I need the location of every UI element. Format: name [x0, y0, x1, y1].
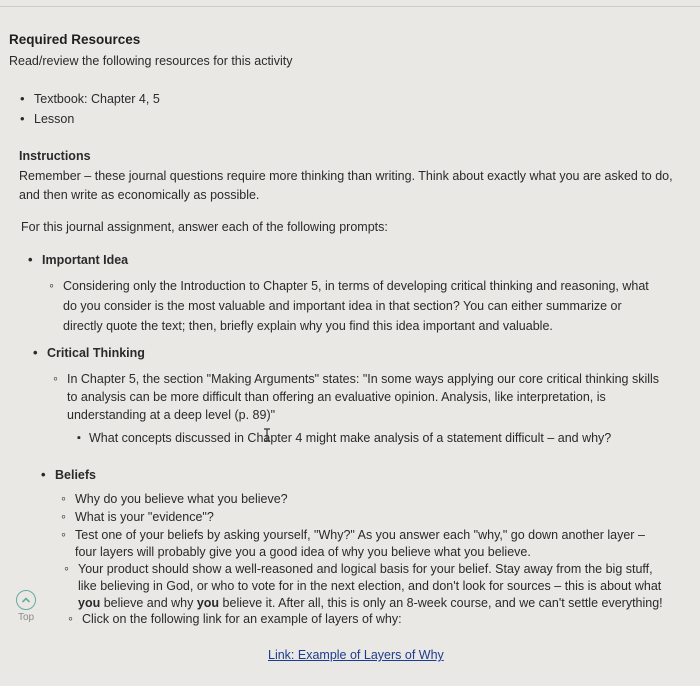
- prompt-line: ◦ Why do you believe what you believe?: [75, 491, 288, 507]
- resources-intro: Read/review the following resources for this activity: [9, 54, 293, 68]
- prompt-line: ◦ Considering only the Introduction to Chapter 5, in terms of developing critical thinking and reasoning, what: [63, 278, 649, 294]
- prompt-line: four layers will probably give you a good idea of why you believe what you believe.: [75, 545, 531, 559]
- emphasis: you: [196, 596, 220, 610]
- text-segment: believe and why: [100, 596, 197, 610]
- resource-item: • Textbook: Chapter 4, 5: [34, 91, 160, 107]
- instructions-line: Remember – these journal questions require more thinking than writing. Think about exactly what you are asked to do,: [19, 169, 673, 183]
- resources-heading: Required Resources: [9, 32, 141, 47]
- prompt-line: ◦ In Chapter 5, the section "Making Arguments" states: "In some ways applying our core critical thinking skills: [67, 371, 659, 387]
- prompt-line: to analysis can be more difficult than offering an evaluative opinion. Analysis, like interpretation, is: [67, 390, 606, 404]
- prompt-line: ◦ Click on the following link for an example of layers of why:: [82, 611, 402, 627]
- prompt-line: [78, 595, 663, 611]
- resource-item: • Lesson: [34, 111, 74, 127]
- prompt-title-important-idea: • Important Idea: [42, 252, 128, 268]
- prompt-line: do you consider is the most valuable and important idea in that section? You can either summarize or: [63, 299, 622, 313]
- back-to-top-button[interactable]: [13, 590, 39, 623]
- text-segment: believe it. After all, this is only an 8-week course, and we can't settle everything!: [219, 596, 663, 610]
- emphasis: you: [78, 596, 101, 610]
- chevron-up-circle-icon: [16, 590, 36, 610]
- prompt-line: ◦ What is your "evidence"?: [75, 509, 214, 525]
- back-to-top-label: Top: [17, 612, 35, 623]
- prompt-line: directly quote the text; then, briefly explain why you find this idea important and valuable.: [63, 319, 553, 333]
- prompt-subquestion: ▪ What concepts discussed in Chapter 4 might make analysis of a statement difficult – and why?: [89, 430, 611, 446]
- prompt-title-critical-thinking: • Critical Thinking: [47, 345, 145, 361]
- prompt-line: understanding at a deep level (p. 89)": [67, 408, 276, 422]
- prompt-line: ◦ Your product should show a well-reasoned and logical basis for your belief. Stay away from the big stuff,: [78, 561, 653, 577]
- prompt-intro: For this journal assignment, answer each of the following prompts:: [21, 220, 388, 234]
- text-cursor-icon: [263, 428, 271, 442]
- layers-of-why-link[interactable]: Link: Example of Layers of Why: [268, 648, 444, 662]
- instructions-line: and then write as economically as possible.: [19, 188, 260, 202]
- instructions-heading: Instructions: [19, 149, 91, 163]
- prompt-line: ◦ Test one of your beliefs by asking yourself, "Why?" As you answer each "why," go down another layer –: [75, 527, 645, 543]
- top-divider: [0, 6, 700, 7]
- prompt-line: like believing in God, or who to vote for in the next election, and don't look for sources – this is about what: [78, 579, 662, 593]
- prompt-title-beliefs: • Beliefs: [55, 467, 96, 483]
